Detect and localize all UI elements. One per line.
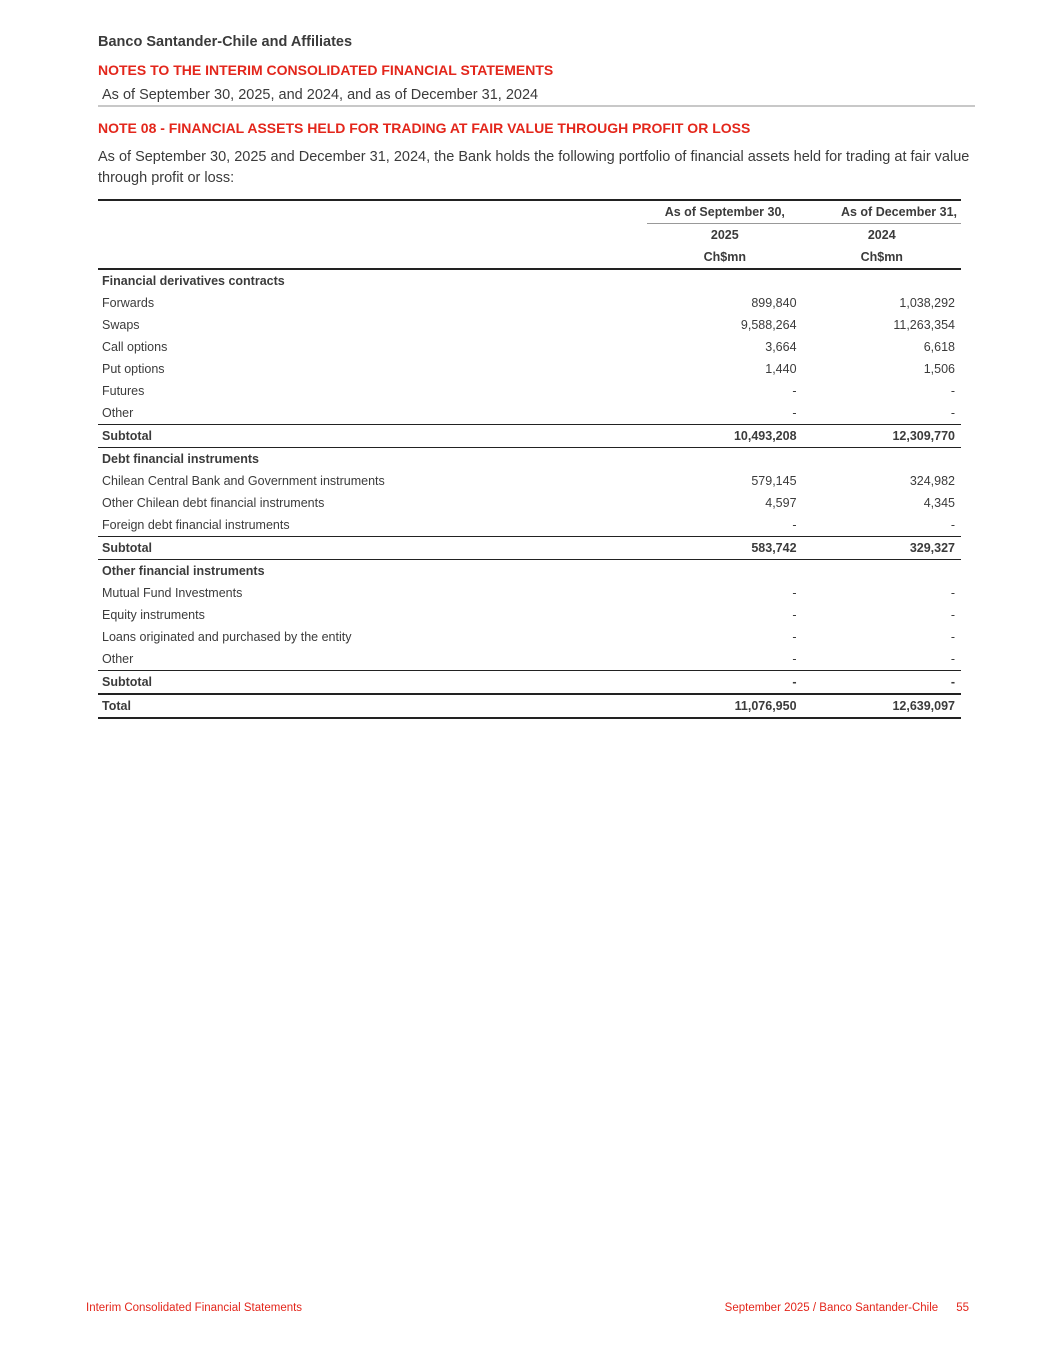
company-name: Banco Santander-Chile and Affiliates [98, 34, 353, 50]
subtotal-row-derivatives: Subtotal 10,493,208 12,309,770 [98, 425, 961, 448]
table-row: Call options 3,664 6,618 [102, 340, 955, 354]
footer-right [725, 1302, 969, 1314]
page-number: 55 [956, 1302, 969, 1314]
total-row: Total 11,076,950 12,639,097 [98, 694, 961, 718]
footer-company: Banco Santander-Chile [819, 1302, 939, 1314]
table-header-unit-row [98, 246, 961, 269]
table-row: Chilean Central Bank and Government instruments 579,145 324,982 [102, 474, 955, 488]
table-row: Foreign debt financial instruments - - [102, 518, 955, 532]
table-row: Equity instruments - - [102, 608, 955, 622]
table-row: Futures - - [102, 384, 955, 398]
notes-title: NOTES TO THE INTERIM CONSOLIDATED FINANCIAL STATEMENTS [98, 62, 554, 78]
footer-document-title: Interim Consolidated Financial Statements [86, 1302, 303, 1314]
col-a-period: As of September 30, [647, 200, 802, 224]
section-heading-other: Other financial instruments [102, 564, 265, 578]
note-title: NOTE 08 - FINANCIAL ASSETS HELD FOR TRADING AT FAIR VALUE THROUGH PROFIT OR LOSS [98, 120, 751, 136]
table-row: Loans originated and purchased by the entity - - [102, 630, 955, 644]
note-intro-text: As of September 30, 2025 and December 31, 2024, the Bank holds the following portfolio of financial assets held for trading at fair value through profit or loss: [98, 149, 970, 186]
subtotal-row-debt: Subtotal 583,742 329,327 [98, 537, 961, 560]
as-of-date-line: As of September 30, 2025, and 2024, and as of December 31, 2024 [102, 87, 539, 103]
table-row: Other - - [102, 406, 955, 420]
footer-date: September 2025 / [724, 1302, 820, 1314]
table-row: Swaps 9,588,264 11,263,354 [102, 318, 955, 332]
table-header-year-row [98, 224, 961, 247]
col-b-year: 2024 [867, 228, 896, 242]
section-heading-debt: Debt financial instruments [102, 452, 259, 466]
table-row: Forwards 899,840 1,038,292 [102, 296, 955, 310]
header-divider [98, 105, 975, 107]
col-b-unit: Ch$mn [803, 246, 961, 269]
table-header-period-row [98, 200, 961, 224]
col-a-unit: Ch$mn [647, 246, 802, 269]
financial-assets-table [98, 199, 961, 719]
table-row: Other - - [102, 652, 955, 666]
table-row: Other Chilean debt financial instruments 4,597 4,345 [102, 496, 955, 510]
col-b-period: As of December 31, [803, 200, 961, 224]
col-a-year: 2025 [710, 228, 739, 242]
table-row: Put options 1,440 1,506 [102, 362, 955, 376]
section-heading-derivatives: Financial derivatives contracts [102, 274, 285, 288]
subtotal-row-other: Subtotal - - [98, 671, 961, 695]
table-row: Mutual Fund Investments - - [102, 586, 955, 600]
